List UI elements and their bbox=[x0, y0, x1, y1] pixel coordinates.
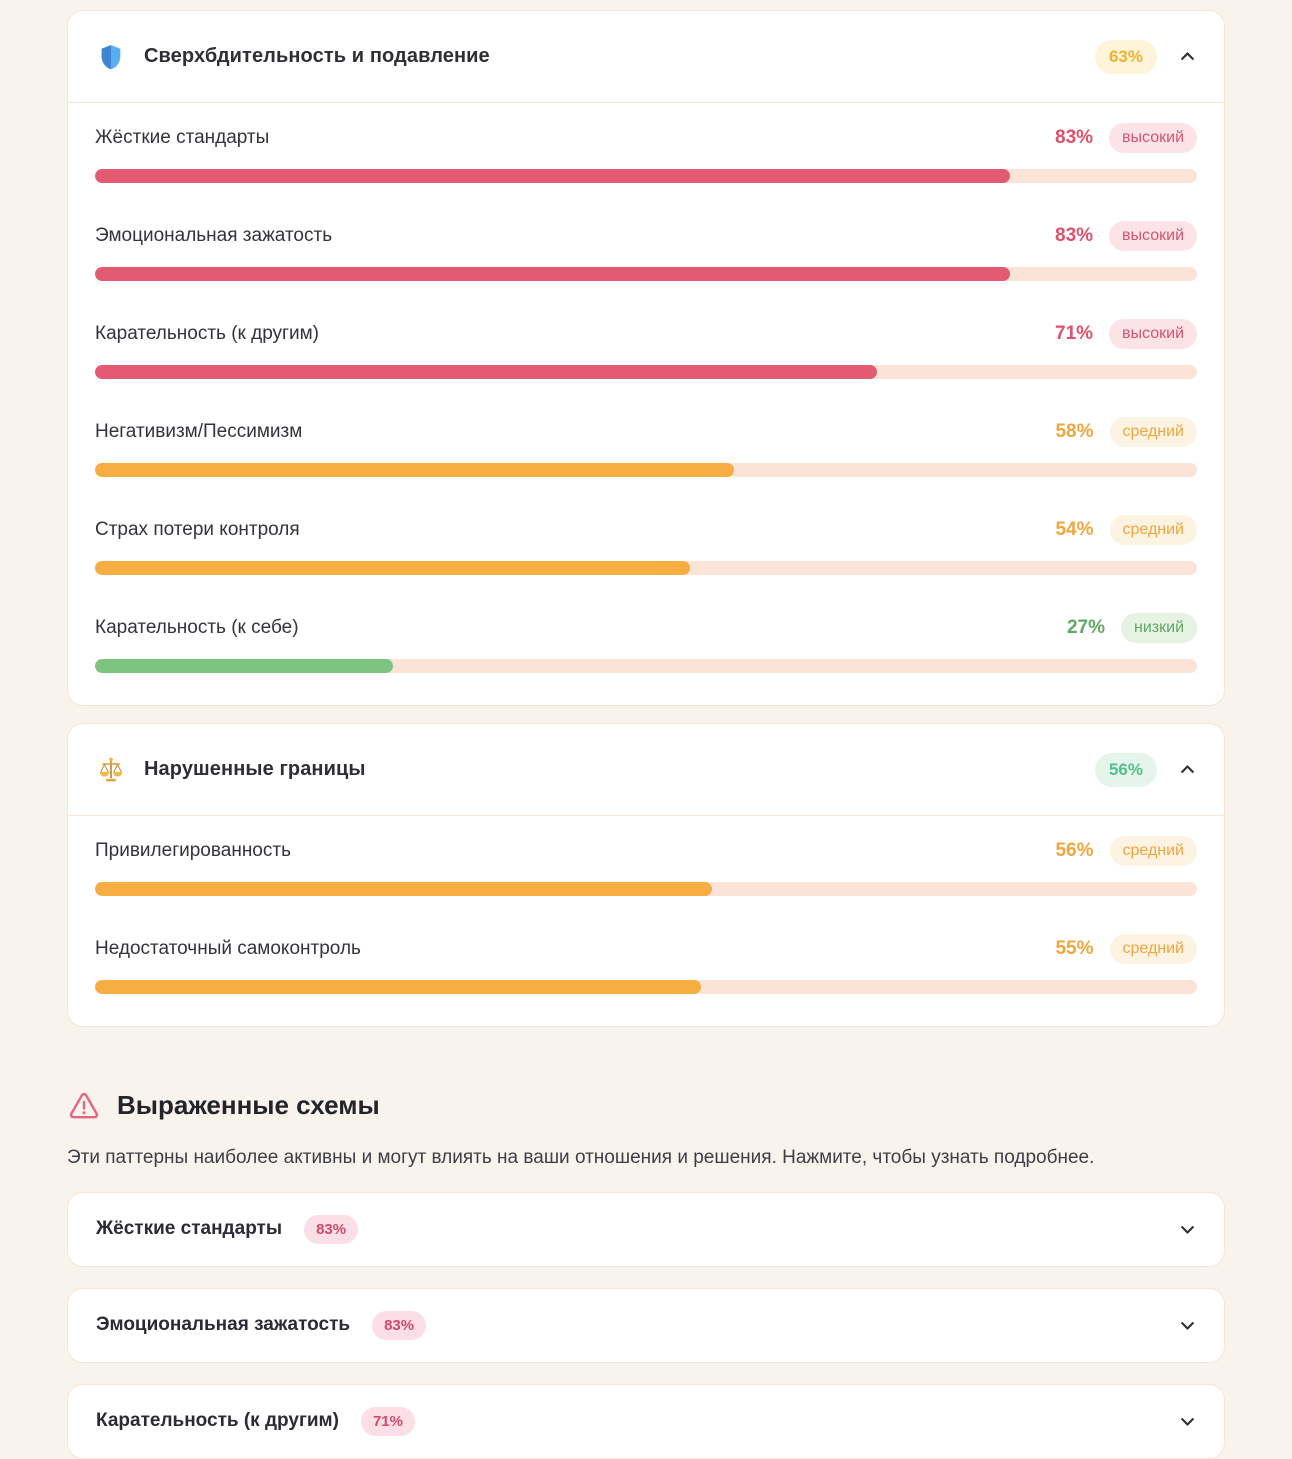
chevron-down-icon[interactable] bbox=[1179, 1317, 1196, 1334]
schema-label: Жёсткие стандарты bbox=[95, 127, 270, 148]
progress-track bbox=[95, 882, 1197, 896]
expressed-item-percent-badge: 83% bbox=[304, 1215, 358, 1244]
level-badge: средний bbox=[1110, 515, 1198, 545]
schema-row bbox=[95, 303, 1197, 401]
level-badge: высокий bbox=[1109, 123, 1197, 153]
schema-percent: 58% bbox=[1055, 421, 1094, 442]
shield-icon bbox=[96, 42, 126, 72]
progress-fill bbox=[95, 980, 701, 994]
group-title: Сверхбдительность и подавление bbox=[144, 45, 490, 67]
progress-fill bbox=[95, 659, 393, 673]
schema-label: Эмоциональная зажатость bbox=[95, 225, 333, 246]
chevron-up-icon[interactable] bbox=[1179, 761, 1196, 778]
group-total-badge: 56% bbox=[1095, 753, 1157, 787]
schema-row bbox=[95, 820, 1197, 918]
progress-fill bbox=[95, 561, 690, 575]
group-body bbox=[68, 816, 1224, 1026]
group-header-hypervigilance[interactable] bbox=[68, 11, 1224, 103]
schema-label: Привилегированность bbox=[95, 840, 291, 861]
progress-fill bbox=[95, 267, 1010, 281]
scales-icon bbox=[96, 755, 126, 785]
chevron-up-icon[interactable] bbox=[1179, 48, 1196, 65]
level-badge: средний bbox=[1110, 836, 1198, 866]
progress-fill bbox=[95, 882, 712, 896]
group-card-hypervigilance bbox=[67, 10, 1225, 706]
group-header-boundaries[interactable] bbox=[68, 724, 1224, 816]
progress-track bbox=[95, 267, 1197, 281]
schema-row bbox=[95, 205, 1197, 303]
schema-percent: 27% bbox=[1066, 617, 1106, 638]
schema-row bbox=[95, 597, 1197, 695]
schema-label: Страх потери контроля bbox=[95, 519, 300, 540]
level-badge: средний bbox=[1110, 417, 1198, 447]
group-card-boundaries bbox=[67, 723, 1225, 1027]
section-title: Выраженные схемы bbox=[117, 1089, 380, 1120]
expressed-item-emotional-inhibition[interactable] bbox=[67, 1288, 1225, 1363]
progress-track bbox=[95, 365, 1197, 379]
results-page bbox=[67, 0, 1225, 1459]
expressed-item-punitiveness-others[interactable] bbox=[67, 1384, 1225, 1459]
progress-fill bbox=[95, 169, 1010, 183]
schema-percent: 55% bbox=[1055, 938, 1094, 959]
group-title: Нарушенные границы bbox=[144, 758, 366, 780]
chevron-down-icon[interactable] bbox=[1179, 1221, 1196, 1238]
schema-row bbox=[95, 107, 1197, 205]
progress-track bbox=[95, 561, 1197, 575]
progress-fill bbox=[95, 463, 734, 477]
level-badge: низкий bbox=[1121, 613, 1197, 643]
schema-percent: 83% bbox=[1055, 127, 1094, 148]
schema-percent: 71% bbox=[1055, 323, 1094, 344]
schema-row bbox=[95, 499, 1197, 597]
schema-label: Негативизм/Пессимизм bbox=[95, 421, 303, 442]
expressed-item-label: Эмоциональная зажатость bbox=[96, 1314, 351, 1336]
progress-track bbox=[95, 169, 1197, 183]
group-total-badge: 63% bbox=[1095, 40, 1157, 74]
expressed-item-label: Жёсткие стандарты bbox=[96, 1218, 283, 1240]
section-description: Эти паттерны наиболее активны и могут влиять на ваши отношения и решения. Нажмите, чтобы узнать подробнее. bbox=[67, 1147, 1095, 1168]
level-badge: высокий bbox=[1109, 221, 1197, 251]
schema-percent: 56% bbox=[1055, 840, 1094, 861]
schema-label: Карательность (к другим) bbox=[95, 323, 319, 344]
schema-row bbox=[95, 401, 1197, 499]
expressed-item-label: Карательность (к другим) bbox=[96, 1410, 339, 1432]
schema-percent: 83% bbox=[1055, 225, 1094, 246]
level-badge: средний bbox=[1110, 934, 1198, 964]
expressed-item-rigid-standards[interactable] bbox=[67, 1192, 1225, 1267]
group-body bbox=[68, 103, 1224, 705]
progress-fill bbox=[95, 365, 877, 379]
expressed-item-percent-badge: 71% bbox=[361, 1407, 415, 1436]
warning-icon bbox=[68, 1089, 100, 1121]
progress-track bbox=[95, 659, 1197, 673]
expressed-schemas-heading bbox=[68, 1089, 1225, 1121]
level-badge: высокий bbox=[1109, 319, 1197, 349]
chevron-down-icon[interactable] bbox=[1179, 1413, 1196, 1430]
schema-label: Недостаточный самоконтроль bbox=[95, 938, 361, 959]
progress-track bbox=[95, 980, 1197, 994]
progress-track bbox=[95, 463, 1197, 477]
schema-row bbox=[95, 918, 1197, 1016]
schema-label: Карательность (к себе) bbox=[95, 617, 299, 638]
schema-percent: 54% bbox=[1055, 519, 1094, 540]
expressed-item-percent-badge: 83% bbox=[372, 1311, 426, 1340]
